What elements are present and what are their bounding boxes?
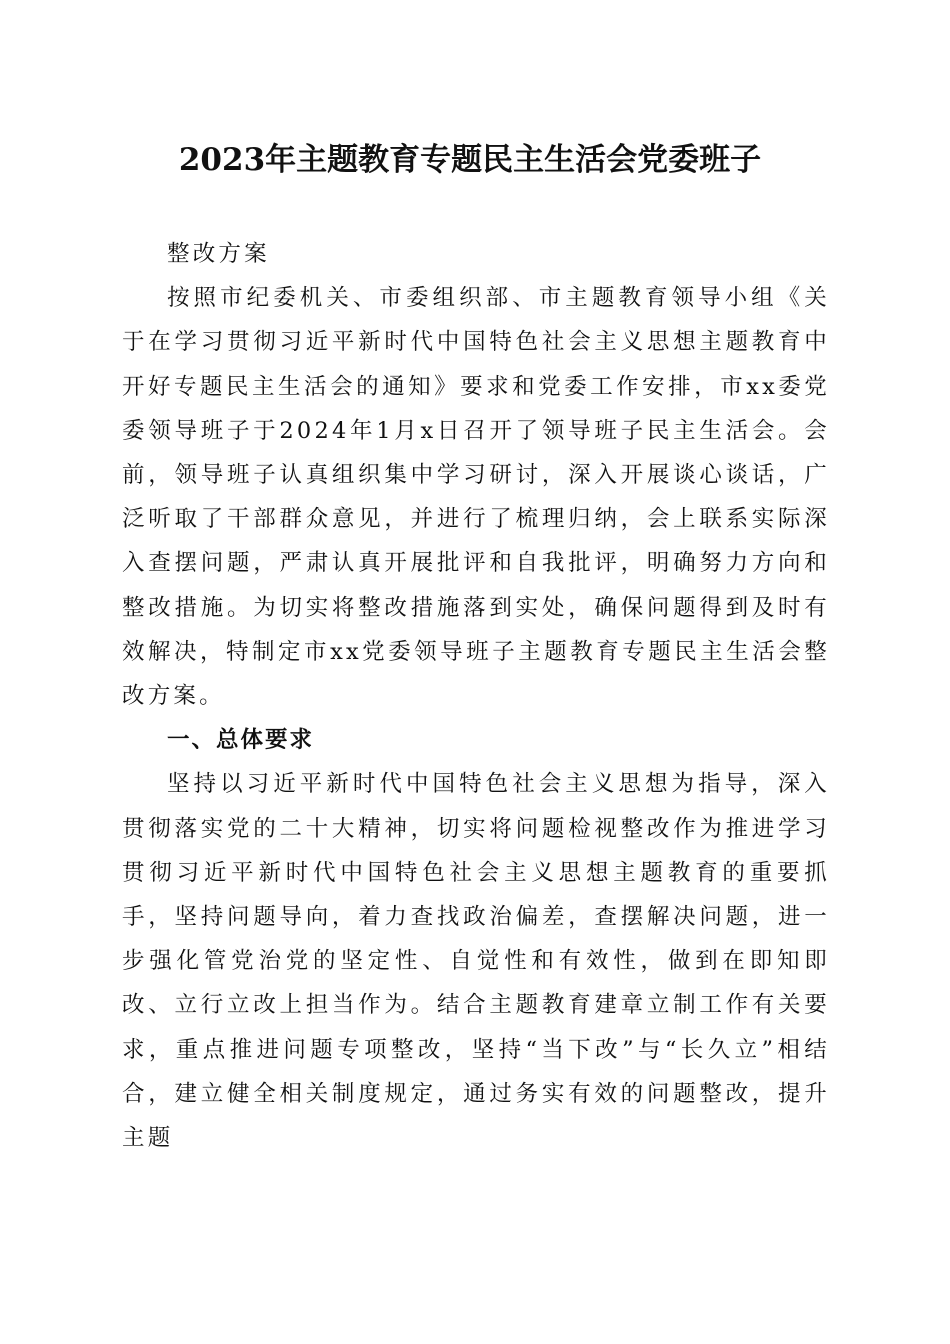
section-paragraph-general-requirements: 坚持以习近平新时代中国特色社会主义思想为指导，深入贯彻落实党的二十大精神，切实将问题检视整改作为推进学习贯彻习近平新时代中国特色社会主义思想主题教育的重要抓手，坚持问题导向，着力查找政治偏差，查摆解决问题，进一步强化管党治党的坚定性、自觉性和有效性，做到在即知即改、立行立改上担当作为。结合主题教育建章立制工作有关要求，重点推进问题专项整改，坚持“当下改”与“长久立”相结合，建立健全相关制度规定，通过务实有效的问题整改，提升主题 — [122, 771, 830, 1152]
document-title: 2023年主题教育专题民主生活会党委班子 — [178, 142, 762, 178]
section-heading-general-requirements: 一、总体要求 — [167, 727, 315, 754]
intro-paragraph: 按照市纪委机关、市委组织部、市主题教育领导小组《关于在学习贯彻习近平新时代中国特色社会主义思想主题教育中开好专题民主生活会的通知》要求和党委工作安排，市xx委党委领导班子于2024年1月x日召开了领导班子民主生活会。会前，领导班子认真组织集中学习研讨，深入开展谈心谈话，广泛听取了干部群众意见，并进行了梳理归纳，会上联系实际深入查摆问题，严肃认真开展批评和自我批评，明确努力方向和整改措施。为切实将整改措施落到实处，确保问题得到及时有效解决，特制定市xx党委领导班子主题教育专题民主生活会整改方案。 — [122, 285, 830, 710]
document-body — [122, 232, 830, 1160]
document-subtitle: 整改方案 — [167, 241, 270, 267]
